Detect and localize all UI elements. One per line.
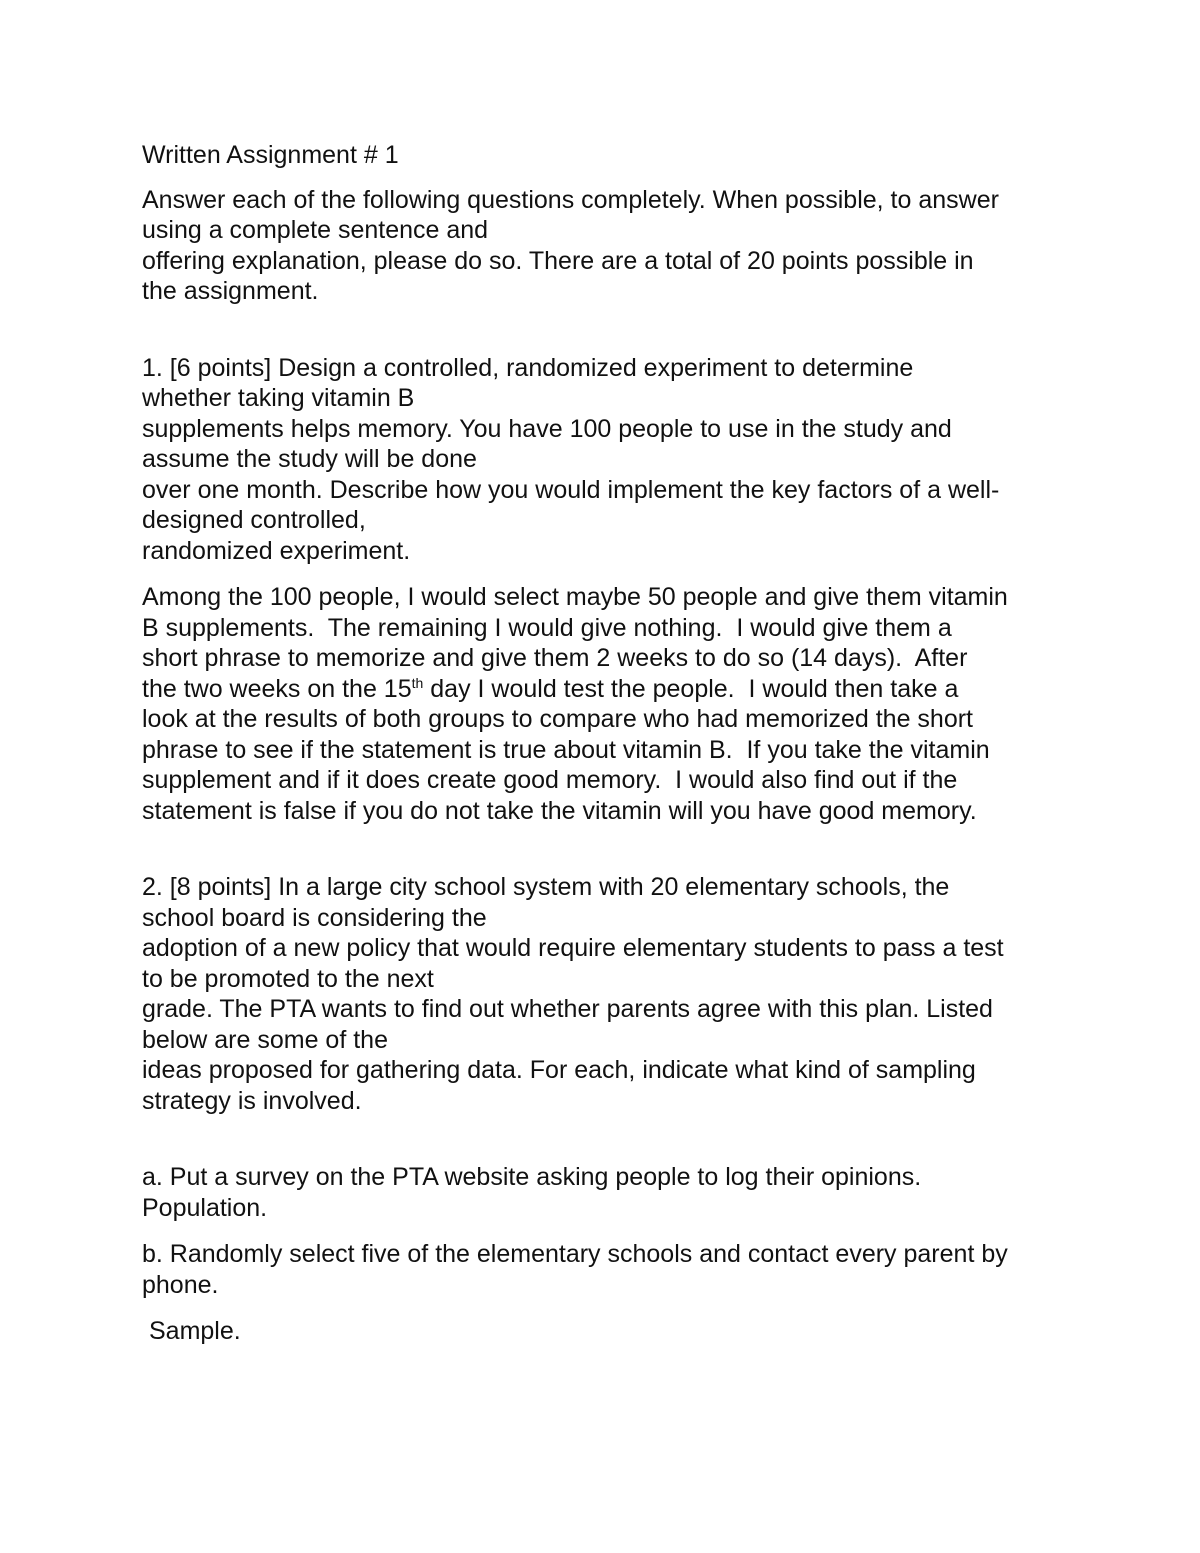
question-1-line: assume the study will be done (142, 445, 477, 473)
spacer (142, 826, 1072, 872)
spacer (142, 1300, 1072, 1316)
answer-1-line: B supplements. The remaining I would give nothing. I would give them a (142, 613, 952, 642)
question-2b-text: b. Randomly select five of the elementary schools and contact every parent by (142, 1240, 1008, 1268)
question-2-line: ideas proposed for gathering data. For each, indicate what kind of sampling (142, 1056, 976, 1084)
intro-line: offering explanation, please do so. There are a total of 20 points possible in (142, 246, 974, 275)
question-2-line: 2. [8 points] In a large city school system with 20 elementary schools, the (142, 873, 950, 901)
question-1-line: over one month. Describe how you would implement the key factors of a well- (142, 475, 1000, 504)
question-1-line: supplements helps memory. You have 100 people to use in the study and (142, 414, 952, 443)
ordinal-suffix: th (411, 674, 424, 691)
question-1-line: whether taking vitamin B (142, 384, 415, 412)
answer-1-line: look at the results of both groups to compare who had memorized the short (142, 705, 974, 733)
document-title: Written Assignment # 1 (142, 141, 399, 169)
question-2b (142, 1239, 1072, 1300)
spacer (142, 1223, 1072, 1239)
answer-1-line: statement is false if you do not take the vitamin will you have good memory. (142, 796, 977, 825)
intro-line: Answer each of the following questions completely. When possible, to answer (142, 185, 999, 214)
question-2-line: adoption of a new policy that would require elementary students to pass a test (142, 934, 1004, 962)
answer-1-text: the two weeks on the 15 (142, 674, 412, 703)
answer-2b: Sample. (149, 1317, 241, 1345)
question-2-line: to be promoted to the next (142, 964, 434, 993)
answer-1-text: day I would test the people. I would then take a (423, 674, 959, 703)
question-2-line: strategy is involved. (142, 1086, 362, 1115)
spacer (142, 1116, 1072, 1162)
question-2 (142, 872, 1072, 1116)
answer-1-line: short phrase to memorize and give them 2 weeks to do so (14 days). After (142, 644, 968, 672)
intro-line: the assignment. (142, 277, 319, 305)
question-1 (142, 353, 1072, 567)
question-1-line: randomized experiment. (142, 536, 411, 565)
answer-1-line: Among the 100 people, I would select maybe 50 people and give them vitamin (142, 583, 1008, 611)
spacer (142, 566, 1072, 582)
question-2a-text: a. Put a survey on the PTA website asking people to log their opinions. (142, 1163, 922, 1191)
document-content (142, 140, 1072, 1347)
question-2-line: grade. The PTA wants to find out whether parents agree with this plan. Listed (142, 995, 993, 1023)
intro-paragraph (142, 185, 1072, 307)
spacer (142, 307, 1072, 353)
question-2-line: below are some of the (142, 1025, 388, 1054)
answer-1-line: supplement and if it does create good memory. I would also find out if the (142, 766, 958, 794)
question-1-line: designed controlled, (142, 506, 366, 534)
answer-1-line: phrase to see if the statement is true about vitamin B. If you take the vitamin (142, 735, 990, 764)
answer-1 (142, 582, 1072, 826)
question-2a (142, 1162, 1072, 1223)
question-2b-text: phone. (142, 1270, 219, 1299)
answer-2a: Population. (142, 1193, 268, 1222)
question-1-line: 1. [6 points] Design a controlled, randomized experiment to determine (142, 353, 914, 382)
question-2-line: school board is considering the (142, 903, 487, 932)
answer-1-line-ordinal (142, 674, 1072, 705)
intro-line: using a complete sentence and (142, 216, 489, 244)
